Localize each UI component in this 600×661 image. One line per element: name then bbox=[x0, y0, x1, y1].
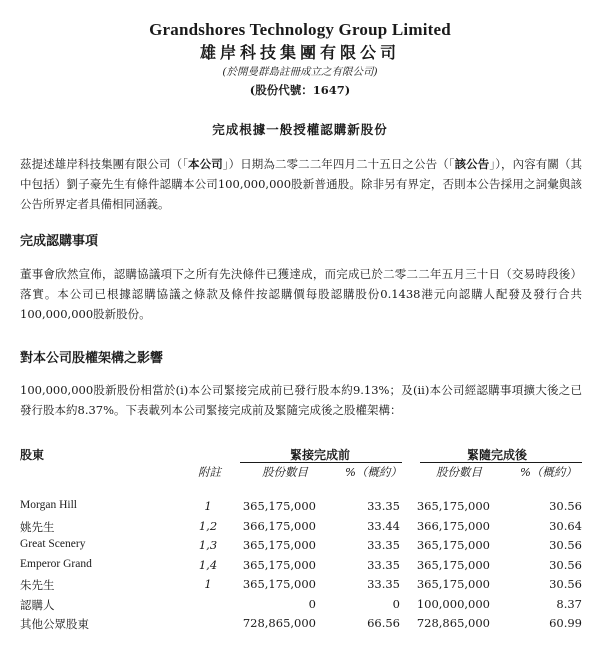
cell-shareholder: 姚先生 bbox=[20, 522, 55, 534]
cell-before-percent: 33.35 bbox=[367, 538, 400, 552]
col-header-shareholder: 股東 bbox=[20, 448, 45, 462]
cell-note: 1,4 bbox=[198, 558, 218, 572]
cell-after-percent: 30.56 bbox=[549, 558, 582, 572]
cell-after-shares: 728,865,000 bbox=[416, 616, 490, 630]
col-group-after: 緊隨完成後 bbox=[467, 448, 528, 462]
cell-before-percent: 33.35 bbox=[367, 558, 400, 572]
cell-note: 1,2 bbox=[198, 519, 218, 533]
cell-after-percent: 30.64 bbox=[549, 519, 582, 533]
cell-after-shares: 365,175,000 bbox=[416, 538, 490, 552]
cell-before-shares: 0 bbox=[308, 597, 316, 611]
cell-shareholder: Great Scenery bbox=[20, 538, 86, 550]
cell-after-shares: 100,000,000 bbox=[416, 597, 490, 611]
stock-code: (股份代號：1647) bbox=[249, 83, 351, 97]
col-header-after-percent: %（概約） bbox=[520, 465, 577, 479]
cell-after-shares: 366,175,000 bbox=[416, 519, 490, 533]
cell-before-shares: 728,865,000 bbox=[242, 616, 316, 630]
intro-text-1: 茲提述雄岸科技集團有限公司（「 bbox=[20, 157, 189, 171]
cell-note: 1 bbox=[204, 499, 212, 513]
company-name-chinese: 雄岸科技集團有限公司 bbox=[199, 43, 400, 62]
cell-after-percent: 30.56 bbox=[549, 577, 582, 591]
cell-before-percent: 66.56 bbox=[367, 616, 400, 630]
cell-before-percent: 33.44 bbox=[367, 519, 400, 533]
shareholding-paragraph: 100,000,000股新股份相當於(i)本公司緊接完成前已發行股本約9.13%；及(ii)本公司經認購事項擴大後之已發行股本約8.37%。下表載列本公司緊接完成前及緊隨完成後之股權架構： bbox=[20, 383, 582, 417]
completion-paragraph: 董事會欣然宣佈，認購協議項下之所有先決條件已獲達成，而完成已於二零二二年五月三十日（交易時段後）落實。本公司已根據認購協議之條款及條件按認購價每股認購股份0.1438港元向認購人配發及發行合共100,000,000股新股份。 bbox=[20, 267, 582, 321]
cell-after-percent: 30.56 bbox=[549, 499, 582, 513]
intro-text-3: 」），內容有關（其中包括）劉子豪先生有條件認購本公司100,000,000股新普通股。除非另有界定，否則本公告採用之詞彙與該公告所界定者具備相同涵義。 bbox=[20, 157, 583, 211]
incorporation-note: (於開曼群島註冊成立之有限公司) bbox=[222, 66, 378, 78]
cell-before-percent: 33.35 bbox=[367, 499, 400, 513]
intro-paragraph bbox=[20, 154, 582, 214]
cell-before-percent: 33.35 bbox=[367, 577, 400, 591]
cell-shareholder: 其他公眾股東 bbox=[20, 619, 89, 631]
cell-after-shares: 365,175,000 bbox=[416, 558, 490, 572]
before-group-rule bbox=[240, 462, 402, 463]
after-group-rule bbox=[420, 462, 582, 463]
col-header-before-shares: 股份數目 bbox=[262, 465, 308, 479]
cell-before-shares: 365,175,000 bbox=[242, 499, 316, 513]
cell-shareholder: 朱先生 bbox=[20, 580, 55, 592]
col-header-after-shares: 股份數目 bbox=[436, 465, 482, 479]
col-header-note: 附註 bbox=[198, 465, 221, 479]
cell-note: 1,3 bbox=[198, 538, 218, 552]
cell-before-percent: 0 bbox=[392, 597, 400, 611]
cell-shareholder: 認購人 bbox=[20, 600, 55, 612]
cell-before-shares: 365,175,000 bbox=[242, 558, 316, 572]
cell-before-shares: 366,175,000 bbox=[242, 519, 316, 533]
cell-after-shares: 365,175,000 bbox=[416, 499, 490, 513]
cell-note: 1 bbox=[204, 577, 212, 591]
intro-announcement-term: 該公告 bbox=[454, 157, 490, 171]
cell-after-shares: 365,175,000 bbox=[416, 577, 490, 591]
cell-shareholder: Morgan Hill bbox=[20, 499, 77, 511]
intro-text-2: 」）日期為二零二二年四月二十五日之公告（「 bbox=[222, 157, 455, 171]
cell-shareholder: Emperor Grand bbox=[20, 558, 92, 570]
cell-after-percent: 8.37 bbox=[556, 597, 582, 611]
announcement-title: 完成根據一般授權認購新股份 bbox=[212, 122, 388, 137]
cell-after-percent: 30.56 bbox=[549, 538, 582, 552]
cell-after-percent: 60.99 bbox=[549, 616, 582, 630]
cell-before-shares: 365,175,000 bbox=[242, 577, 316, 591]
cell-before-shares: 365,175,000 bbox=[242, 538, 316, 552]
section-heading-shareholding: 對本公司股權架構之影響 bbox=[20, 351, 164, 366]
col-header-before-percent: %（概約） bbox=[345, 465, 402, 479]
section-heading-completion: 完成認購事項 bbox=[20, 234, 99, 249]
company-name-english: Grandshores Technology Group Limited bbox=[149, 20, 451, 39]
intro-company-term: 本公司 bbox=[188, 157, 223, 171]
col-group-before: 緊接完成前 bbox=[290, 448, 351, 462]
